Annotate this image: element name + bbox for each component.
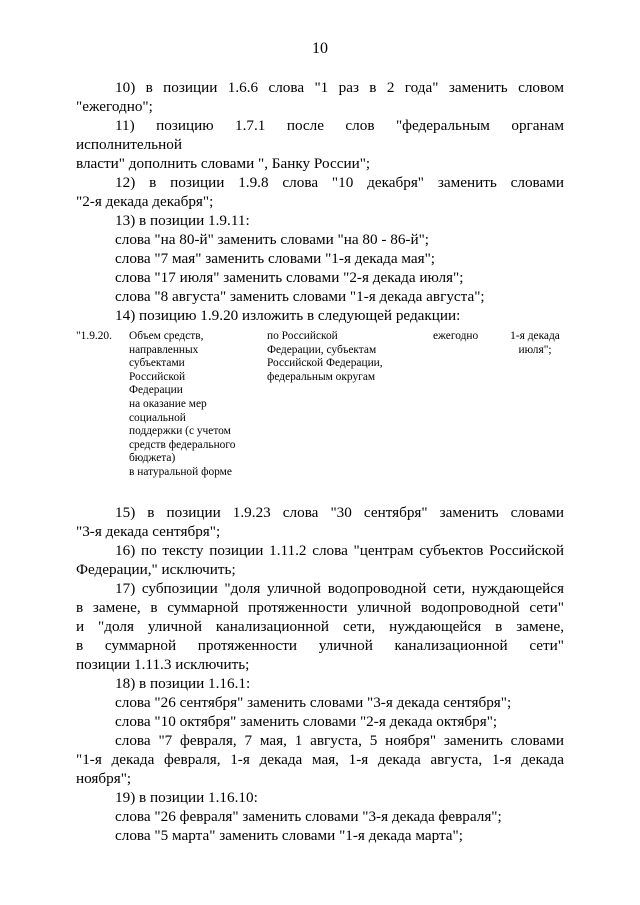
paragraph-line-p18a: слова "26 сентября" заменить словами "3-я декада сентября"; [115,694,512,711]
paragraph-line-p13: 13) в позиции 1.9.11: [115,212,250,229]
paragraph-line-p18: 18) в позиции 1.16.1: [115,675,251,692]
paragraph-line-p15b: "3-я декада сентября"; [76,523,221,540]
paragraph-line-p17b: в замене, в суммарной протяженности уличной водопроводной сети" [76,599,564,616]
paragraph-line-p11: 11) позицию 1.7.1 после слов "федеральным органам исполнительной [76,117,564,153]
paragraph-line-p13c: слова "17 июля" заменить словами "2-я декада июля"; [115,269,464,286]
term-line: 1-я декада [510,330,560,342]
paragraph-line-p16b: Федерации," исключить; [76,561,236,578]
paragraph-line-p14: 14) позицию 1.9.20 изложить в следующей редакции: [115,307,461,324]
paragraph-line-p19a: слова "26 февраля" заменить словами "3-я декада февраля"; [115,808,502,825]
row-term [504,330,566,357]
row-indicator-name [129,330,259,480]
indicator-line: в натуральной форме [129,465,232,478]
row-code: "1.9.20. [76,330,112,342]
row-organization [267,330,417,384]
paragraph-line-p16: 16) по тексту позиции 1.11.2 слова "центрам субъектов Российской [115,542,564,559]
indicator-line: Объем средств, [129,330,204,342]
paragraph-line-p18b: слова "10 октября" заменить словами "2-я декада октября"; [115,713,498,730]
indicator-line: направленных [129,343,199,356]
row-periodicity: ежегодно [433,330,479,342]
paragraph-line-p13b: слова "7 мая" заменить словами "1-я декада мая"; [115,250,436,267]
term-line: июля"; [518,343,552,356]
paragraph-line-p17e: позиции 1.11.3 исключить; [76,656,250,673]
paragraph-line-p11b: власти" дополнить словами ", Банку России"; [76,155,371,172]
paragraph-line-p10: 10) в позиции 1.6.6 слова "1 раз в 2 года" заменить словом [115,79,564,96]
indicator-line: поддержки (с учетом [129,425,231,438]
amendments-before-table [76,78,564,325]
indicator-line: бюджета) [129,452,176,465]
amendments-after-table [76,503,564,845]
paragraph-line-p15: 15) в позиции 1.9.23 слова "30 сентября" заменить словами [115,504,564,521]
page-number: 10 [312,40,328,57]
indicator-line: социальной [129,411,186,424]
statistics-table-row [76,330,564,499]
paragraph-line-p13a: слова "на 80-й" заменить словами "на 80 - 86-й"; [115,231,430,248]
paragraph-line-p18c: слова "7 февраля, 7 мая, 1 августа, 5 ноября" заменить словами [115,732,564,749]
paragraph-line-p18d: "1-я декада февраля, 1-я декада мая, 1-я декада августа, 1-я декада ноября"; [76,751,564,787]
paragraph-line-p17: 17) субпозиции "доля уличной водопроводной сети, нуждающейся [115,580,564,597]
paragraph-line-p19: 19) в позиции 1.16.10: [115,789,258,806]
indicator-line: субъектами [129,357,185,370]
organization-line: Российской Федерации, [267,357,383,370]
paragraph-line-p13d: слова "8 августа" заменить словами "1-я декада августа"; [115,288,485,305]
indicator-line: Федерации [129,384,183,397]
document-body [76,78,564,845]
indicator-line: средств федерального [129,438,236,451]
organization-line: федеральным округам [267,370,376,383]
organization-line: по Российской [267,330,338,342]
paragraph-line-p19b: слова "5 марта" заменить словами "1-я декада марта"; [115,827,463,844]
paragraph-line-p12b: "2-я декада декабря"; [76,193,214,210]
paragraph-line-p17c: и "доля уличной канализационной сети, нуждающейся в замене, [76,618,564,635]
paragraph-line-p17d: в суммарной протяженности уличной канализационной сети" [76,637,564,654]
indicator-line: на оказание мер [129,397,207,410]
indicator-line: Российской [129,370,186,383]
organization-line: Федерации, субъектам [267,343,377,356]
paragraph-line-p12: 12) в позиции 1.9.8 слова "10 декабря" заменить словами [115,174,564,191]
paragraph-line-p10b: "ежегодно"; [76,98,153,115]
